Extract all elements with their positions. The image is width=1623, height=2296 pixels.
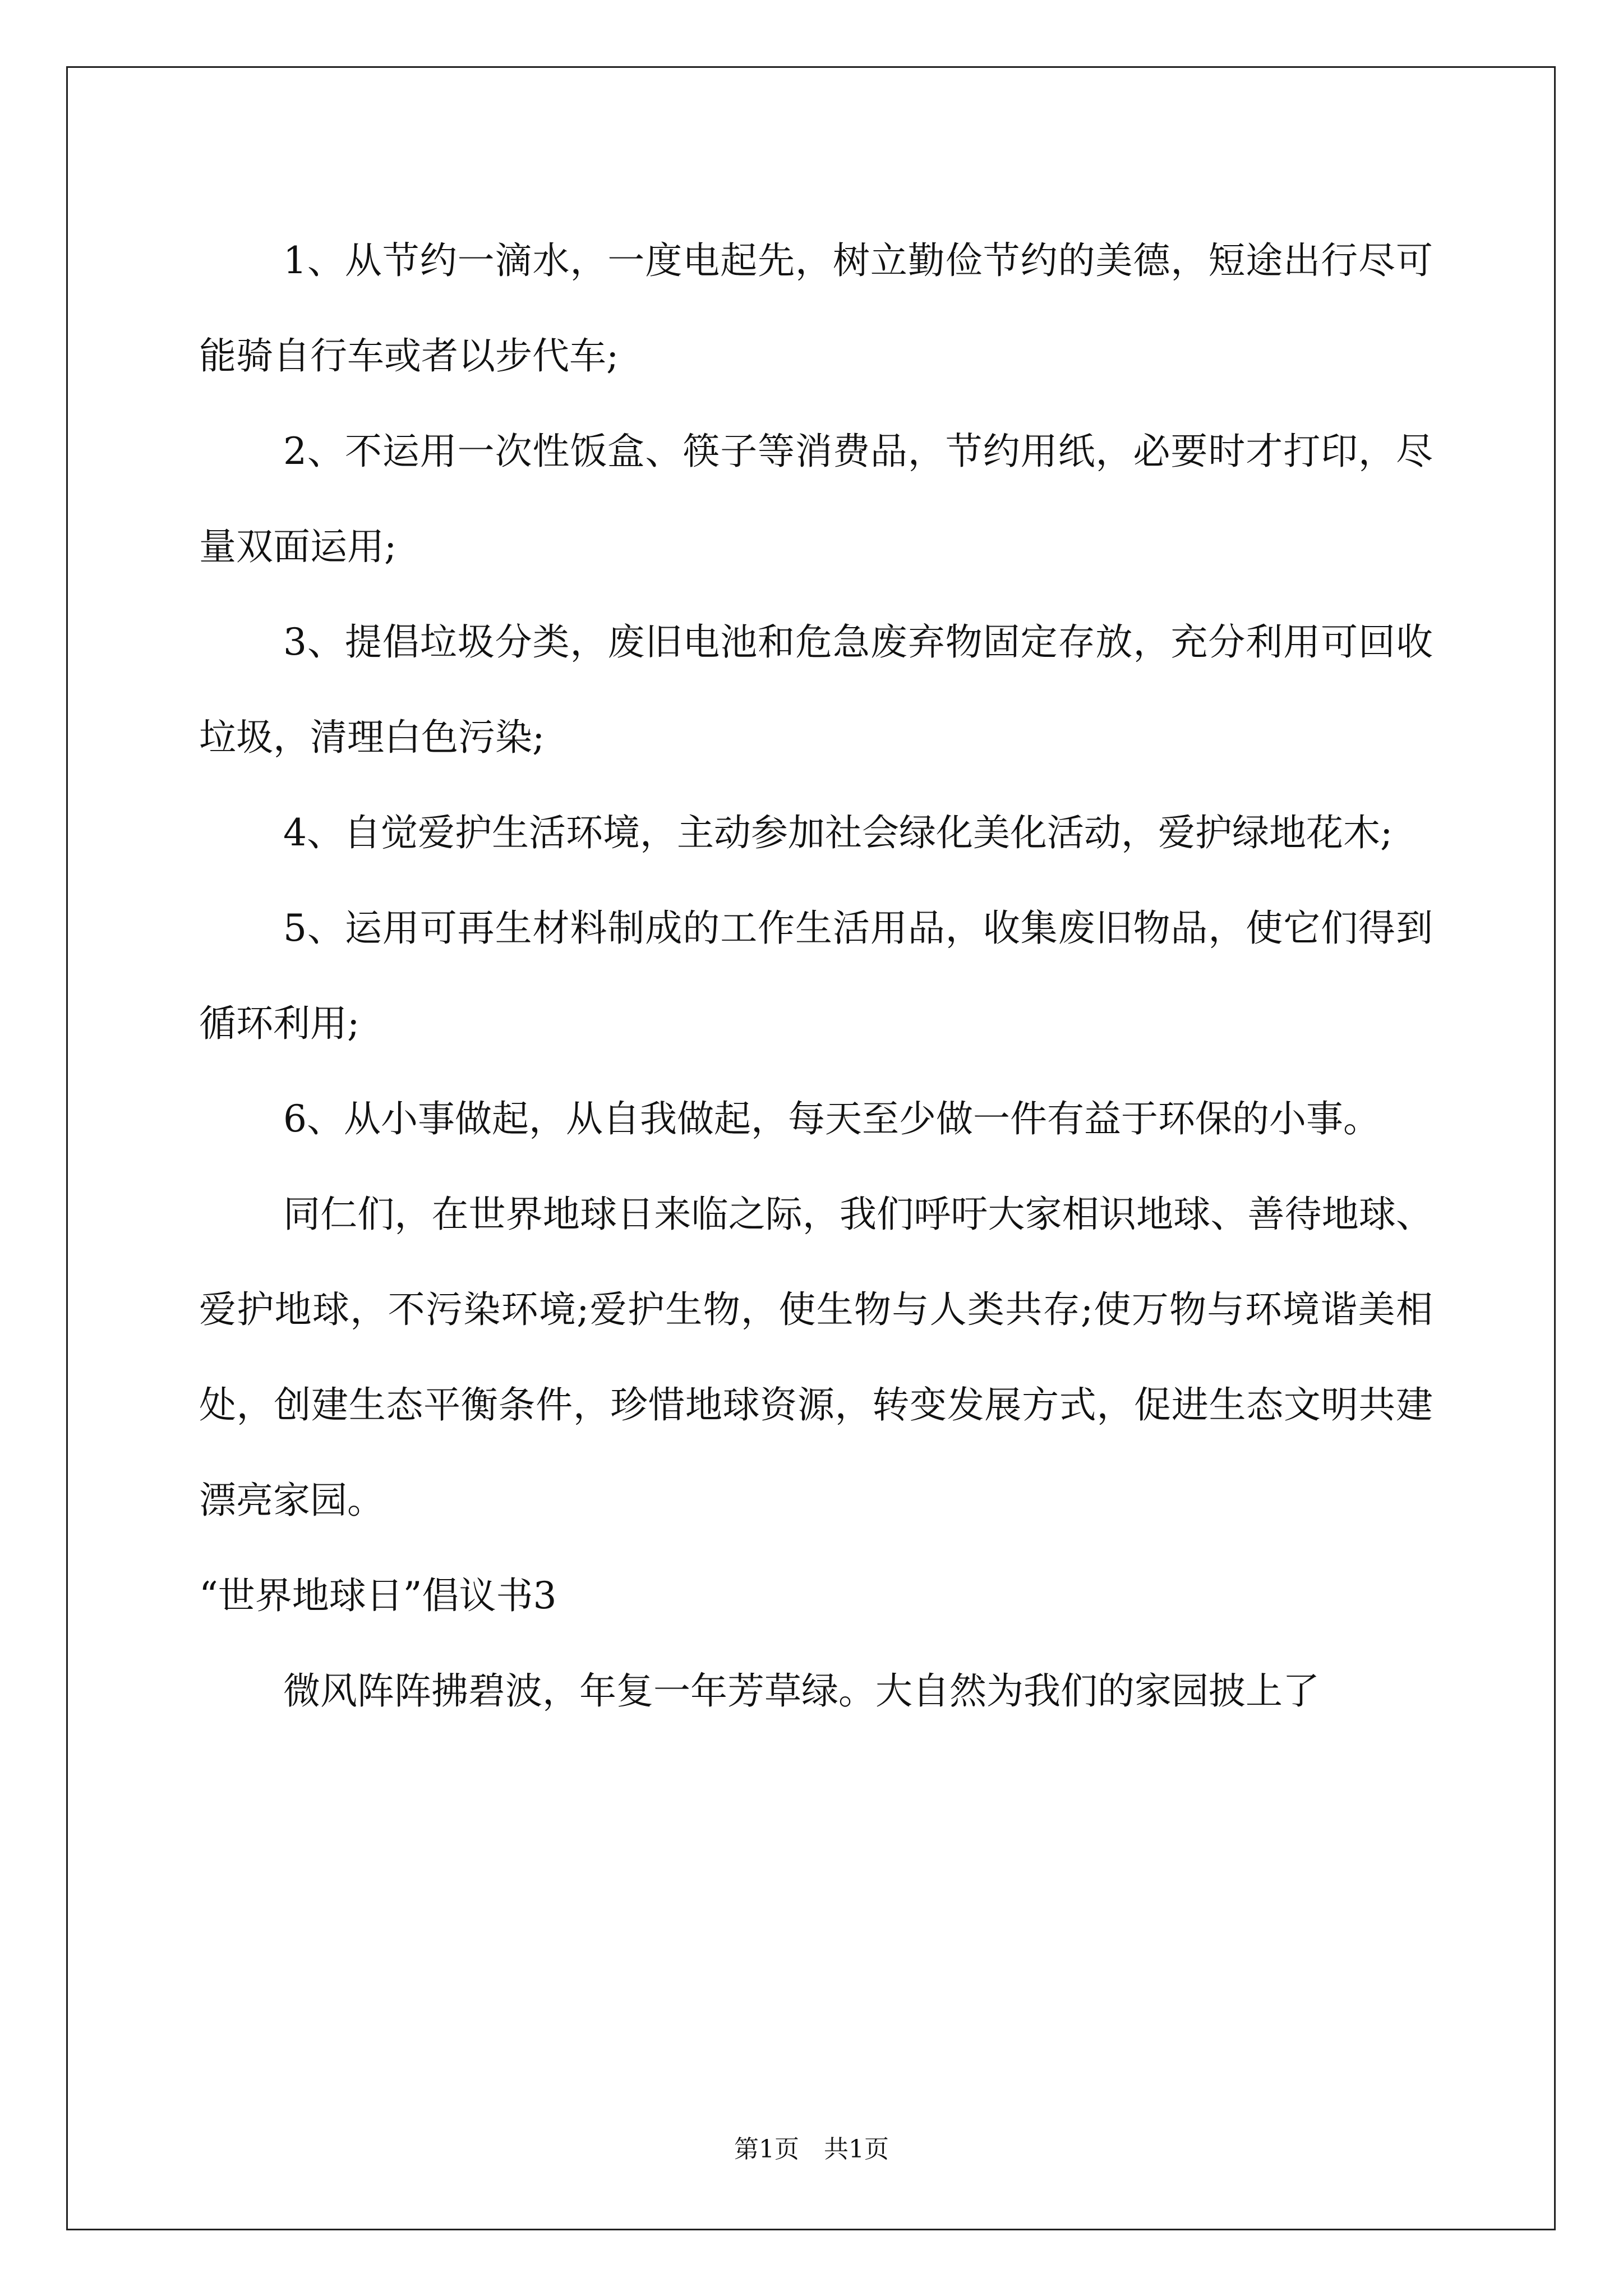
paragraph-3: 3、提倡垃圾分类，废旧电池和危急废弃物固定存放，充分利用可回收垃圾，清理白色污染; xyxy=(199,620,1433,759)
paragraph-5: 5、运用可再生材料制成的工作生活用品，收集废旧物品，使它们得到循环利用; xyxy=(199,907,1433,1045)
paragraph-4: 4、自觉爱护生活环境，主动参加社会绿化美化活动，爱护绿地花木; xyxy=(283,811,1393,854)
paragraph-6: 6、从小事做起，从自我做起，每天至少做一件有益于环保的小事。 xyxy=(283,1097,1380,1140)
document-body xyxy=(199,213,1433,1739)
paragraph-2: 2、不运用一次性饭盒、筷子等消费品，节约用纸，必要时才打印，尽量双面运用; xyxy=(199,430,1433,568)
paragraph-8: 微风阵阵拂碧波，年复一年芳草绿。大自然为我们的家园披上了 xyxy=(283,1669,1320,1713)
paragraph-7: 同仁们，在世界地球日来临之际，我们呼吁大家相识地球、善待地球、爱护地球，不污染环境;爱护生物，使生物与人类共存;使万物与环境谐美相处，创建生态平衡条件，珍惜地球资源，转变发展方式，促进生态文明共建漂亮家园。 xyxy=(199,1193,1433,1522)
section-heading: “世界地球日”倡议书3 xyxy=(199,1574,557,1617)
page-number: 第1页 共1页 xyxy=(734,2135,889,2164)
paragraph-1: 1、从节约一滴水，一度电起先，树立勤俭节约的美德，短途出行尽可能骑自行车或者以步代车; xyxy=(199,239,1433,378)
